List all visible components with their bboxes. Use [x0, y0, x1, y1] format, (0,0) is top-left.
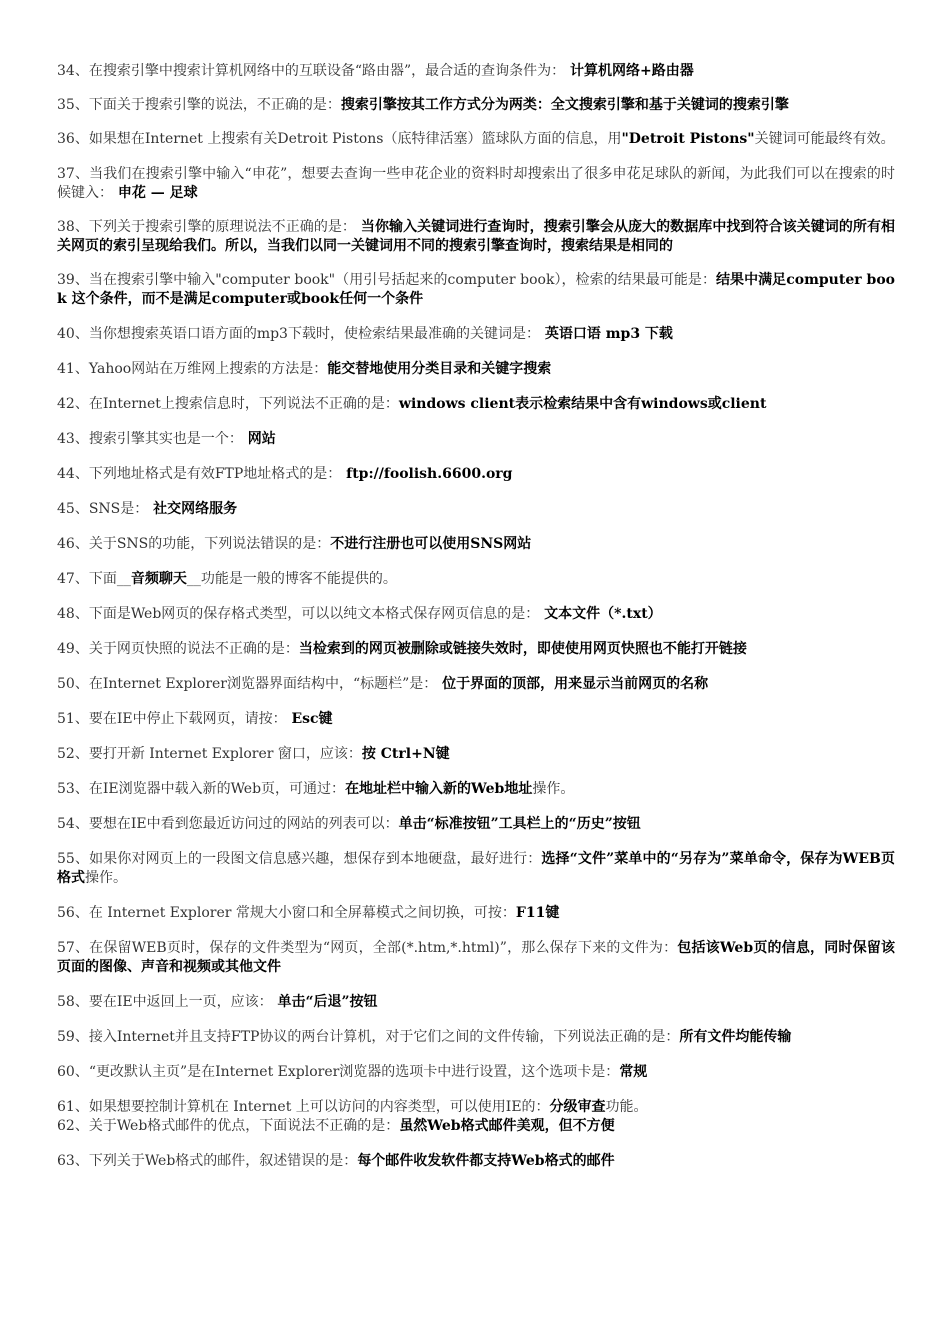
question-text: 47、下面__ [57, 571, 131, 587]
answer-text: 按 Ctrl+N键 [361, 746, 450, 762]
question-text: 45、SNS是： [57, 501, 149, 517]
question-item [57, 780, 895, 799]
question-item [57, 430, 895, 449]
answer-text: Esc键 [286, 711, 333, 727]
question-item [57, 1117, 895, 1136]
question-item [57, 395, 895, 414]
question-item [57, 710, 895, 729]
question-item [57, 939, 895, 977]
answer-text: 文本文件（*.txt） [539, 606, 662, 622]
question-item [57, 62, 895, 81]
answer-text: ftp://foolish.6600.org [341, 466, 513, 482]
question-text: 46、关于SNS的功能，下列说法错误的是： [57, 536, 331, 552]
question-item [57, 815, 895, 834]
answer-text: 搜索引擎按其工作方式分为两类：全文搜索引擎和基于关键词的搜索引擎 [340, 97, 789, 113]
document-page [57, 62, 895, 1171]
question-text: 59、接入Internet并且支持FTP协议的两台计算机，对于它们之间的文件传输，下列说法正确的是： [57, 1029, 680, 1045]
answer-text: 计算机网络+路由器 [565, 63, 694, 79]
question-item [57, 1152, 895, 1171]
answer-text: 不进行注册也可以使用SNS网站 [330, 536, 532, 552]
question-text: 39、当在搜索引擎中输入"computer book"（用引号括起来的computer book），检索的结果最可能是： [57, 272, 716, 288]
question-item [57, 465, 895, 484]
question-item [57, 165, 895, 203]
answer-text: 包括该Web页的信息，同时保留该页面的图像、声音和视频或其他文件 [57, 940, 895, 975]
question-suffix: __功能是一般的博客不能提供的。 [186, 571, 397, 587]
answer-text: 当你输入关键词进行查询时，搜索引擎会从庞大的数据库中找到符合该关键词的所有相关网页的索引呈现给我们。所以，当我们以同一关键词用不同的搜索引擎查询时，搜索结果是相同的 [57, 219, 895, 254]
question-suffix: 功能。 [605, 1099, 648, 1115]
question-item [57, 640, 895, 659]
question-item [57, 850, 895, 888]
question-item [57, 570, 895, 589]
question-item [57, 675, 895, 694]
question-text: 57、在保留WEB页时，保存的文件类型为“网页，全部(*.htm,*.html)”，那么保存下来的文件为： [57, 940, 678, 956]
question-text: 42、在Internet上搜索信息时，下列说法不正确的是： [57, 396, 399, 412]
question-text: 40、当你想搜索英语口语方面的mp3下载时，使检索结果最准确的关键词是： [57, 326, 540, 342]
answer-text: 申花 — 足球 [113, 185, 198, 201]
question-item [57, 605, 895, 624]
question-item [57, 1028, 895, 1047]
question-text: 49、关于网页快照的说法不正确的是： [57, 641, 299, 657]
question-item [57, 218, 895, 256]
question-item [57, 1098, 895, 1117]
question-item [57, 745, 895, 764]
question-text: 51、要在IE中停止下载网页，请按： [57, 711, 287, 727]
answer-text: 社交网络服务 [148, 501, 238, 517]
question-item [57, 500, 895, 519]
question-text: 50、在Internet Explorer浏览器界面结构中，“标题栏”是： [57, 676, 438, 692]
question-text: 55、如果你对网页上的一段图文信息感兴趣，想保存到本地硬盘，最好进行： [57, 851, 542, 867]
question-text: 54、要想在IE中看到您最近访问过的网站的列表可以： [57, 816, 399, 832]
question-item [57, 993, 895, 1012]
question-suffix: 操作。 [532, 781, 575, 797]
answer-text: 当检索到的网页被删除或链接失效时，即使使用网页快照也不能打开链接 [298, 641, 747, 657]
question-item [57, 271, 895, 309]
question-text: 37、当我们在搜索引擎中输入“申花”，想要去查询一些申花企业的资料时却搜索出了很多申花足球队的新闻，为此我们可以在搜索的时候键入： [57, 166, 895, 201]
question-text: 43、搜索引擎其实也是一个： [57, 431, 243, 447]
answer-text: "Detroit Pistons" [621, 131, 755, 147]
answer-text: 分级审查 [549, 1099, 606, 1115]
answer-text: 选择“文件”菜单中的“另存为”菜单命令，保存为WEB页格式 [57, 851, 896, 886]
question-text: 44、下列地址格式是有效FTP地址格式的是： [57, 466, 342, 482]
question-item [57, 535, 895, 554]
question-text: 58、要在IE中返回上一页，应该： [57, 994, 273, 1010]
answer-text: 所有文件均能传输 [679, 1029, 792, 1045]
question-text: 48、下面是Web网页的保存格式类型，可以以纯文本格式保存网页信息的是： [57, 606, 540, 622]
question-text: 41、Yahoo网站在万维网上搜索的方法是： [57, 361, 328, 377]
question-item [57, 1063, 895, 1082]
answer-text: windows client表示检索结果中含有windows或client [398, 396, 767, 412]
question-text: 53、在IE浏览器中载入新的Web页，可通过： [57, 781, 346, 797]
question-text: 61、如果想要控制计算机在 Internet 上可以访问的内容类型，可以使用IE的： [57, 1099, 550, 1115]
answer-text: 能交替地使用分类目录和关键字搜索 [327, 361, 552, 377]
answer-text: 位于界面的顶部，用来显示当前网页的名称 [437, 676, 709, 692]
question-text: 35、下面关于搜索引擎的说法，不正确的是： [57, 97, 341, 113]
answer-text: F11键 [515, 905, 560, 921]
answer-text: 网站 [242, 431, 276, 447]
answer-text: 音频聊天 [130, 571, 187, 587]
answer-text: 在地址栏中输入新的Web地址 [345, 781, 533, 797]
question-item [57, 130, 895, 149]
answer-text: 单击“标准按钮”工具栏上的“历史”按钮 [398, 816, 641, 832]
question-text: 56、在 Internet Explorer 常规大小窗口和全屏幕模式之间切换，可按： [57, 905, 516, 921]
answer-text: 虽然Web格式邮件美观，但不方便 [399, 1118, 615, 1134]
question-text: 36、如果想在Internet 上搜索有关Detroit Pistons（底特律活塞）篮球队方面的信息，用 [57, 131, 622, 147]
answer-text: 单击“后退”按钮 [272, 994, 378, 1010]
answer-text: 常规 [619, 1064, 648, 1080]
question-text: 63、下列关于Web格式的邮件，叙述错误的是： [57, 1153, 358, 1169]
question-suffix: 关键词可能最终有效。 [754, 131, 895, 147]
question-text: 34、在搜索引擎中搜索计算机网络中的互联设备“路由器”，最合适的查询条件为： [57, 63, 566, 79]
question-item [57, 325, 895, 344]
question-text: 38、下列关于搜索引擎的原理说法不正确的是： [57, 219, 356, 235]
question-text: 60、“更改默认主页”是在Internet Explorer浏览器的选项卡中进行设置，这个选项卡是： [57, 1064, 620, 1080]
question-item [57, 96, 895, 115]
question-item [57, 904, 895, 923]
answer-text: 每个邮件收发软件都支持Web格式的邮件 [357, 1153, 615, 1169]
question-item [57, 360, 895, 379]
question-text: 52、要打开新 Internet Explorer 窗口，应该： [57, 746, 362, 762]
answer-text: 结果中满足computer book 这个条件，而不是满足computer或book任何一个条件 [57, 272, 895, 307]
answer-text: 英语口语 mp3 下载 [539, 326, 673, 342]
question-suffix: 操作。 [85, 870, 127, 886]
question-text: 62、关于Web格式邮件的优点，下面说法不正确的是： [57, 1118, 400, 1134]
